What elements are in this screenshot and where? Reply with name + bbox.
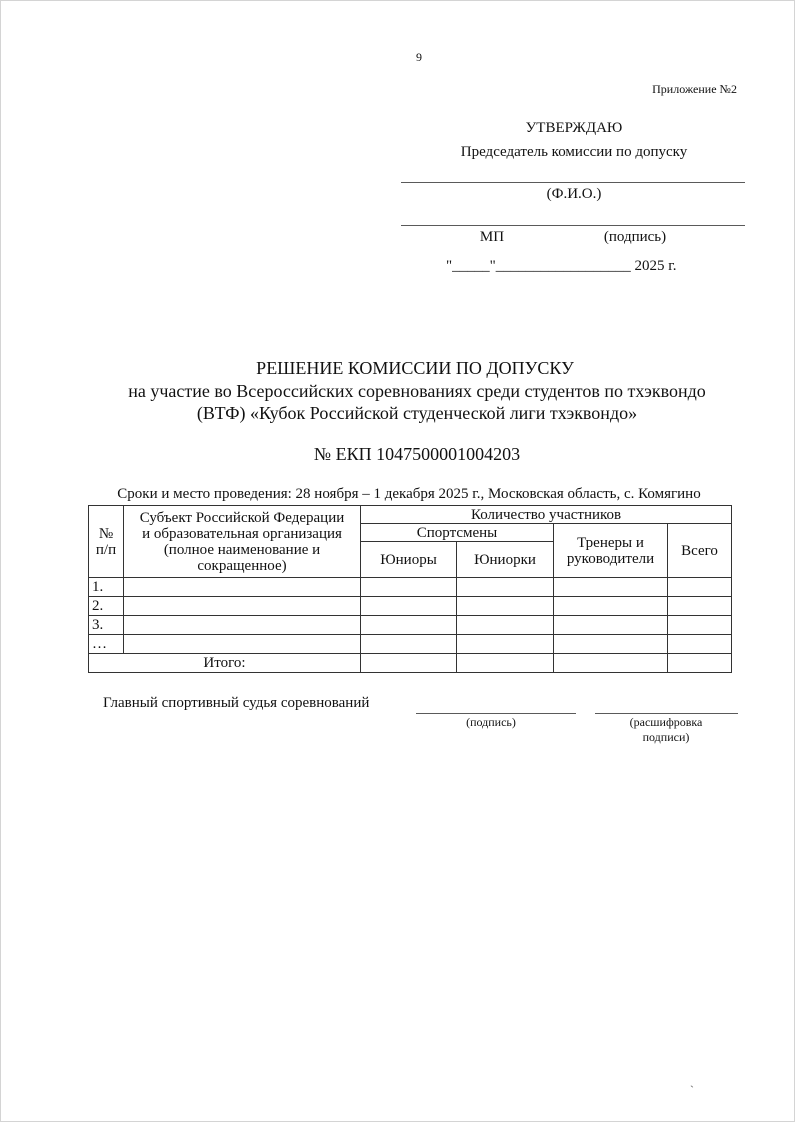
judge-decode-line: [595, 713, 738, 714]
header-athletes: Спортсмены: [361, 524, 554, 542]
chairman-title: Председатель комиссии по допуску: [460, 144, 688, 160]
header-total: Всего: [668, 524, 732, 578]
header-number: [89, 506, 124, 578]
decode-label-line-1: (расшифровка: [629, 715, 703, 729]
document-title: РЕШЕНИЕ КОМИССИИ ПО ДОПУСКУ: [256, 358, 574, 378]
stray-mark: ˏ: [690, 1074, 694, 1088]
table-row: [89, 616, 732, 635]
cell-subject: [124, 578, 361, 597]
header-number-line-2: п/п: [95, 541, 117, 558]
cell-juniors-female: [457, 654, 554, 673]
cell-juniors-male: [361, 578, 457, 597]
cell-total: [668, 597, 732, 616]
header-coaches-line-2: руководители: [566, 550, 655, 567]
cell-coaches: [554, 635, 668, 654]
decode-label-line-2: подписи): [642, 730, 690, 744]
cell-juniors-female: [457, 616, 554, 635]
header-coaches-line-1: Тренеры и: [577, 534, 644, 551]
header-number-line-1: №: [98, 525, 114, 542]
header-juniors-male: Юниоры: [361, 542, 457, 578]
dates-and-place: Сроки и место проведения: 28 ноября – 1 декабря 2025 г., Московская область, с. Комягино: [117, 486, 701, 502]
cell-juniors-female: [457, 578, 554, 597]
row-number: 2.: [89, 597, 124, 616]
cell-juniors-male: [361, 654, 457, 673]
cell-coaches: [554, 654, 668, 673]
name-line: [401, 182, 745, 183]
cell-subject: [124, 616, 361, 635]
cell-total: [668, 578, 732, 597]
row-number: 1.: [89, 578, 124, 597]
cell-coaches: [554, 597, 668, 616]
participants-table: [88, 505, 732, 673]
attachment-label: Приложение №2: [652, 82, 737, 96]
approval-heading: УТВЕРЖДАЮ: [525, 120, 623, 136]
table-row: [89, 578, 732, 597]
page-number: 9: [416, 50, 422, 64]
document-subtitle-line-1: на участие во Всероссийских соревнованиях среди студентов по тхэквондо: [128, 381, 706, 401]
cell-juniors-female: [457, 597, 554, 616]
judge-signature-label: (подпись): [466, 715, 516, 729]
signature-label: (подпись): [603, 229, 667, 245]
cell-juniors-female: [457, 635, 554, 654]
cell-total: [668, 616, 732, 635]
header-subject-line-3: (полное наименование и: [163, 541, 321, 558]
fio-label: (Ф.И.О.): [546, 186, 602, 202]
chief-judge-label: Главный спортивный судья соревнований: [103, 695, 370, 711]
header-subject-line-4: сокращенное): [197, 557, 287, 574]
row-number: 3.: [89, 616, 124, 635]
signature-line: [401, 225, 745, 226]
cell-coaches: [554, 578, 668, 597]
cell-total: [668, 635, 732, 654]
total-row: [89, 654, 732, 673]
cell-juniors-male: [361, 616, 457, 635]
cell-subject: [124, 635, 361, 654]
seal-label: МП: [479, 229, 505, 245]
document-subtitle-line-2: (ВТФ) «Кубок Российской студенческой лиги тхэквондо»: [196, 403, 638, 423]
header-subject: [124, 506, 361, 578]
cell-juniors-male: [361, 635, 457, 654]
table-row: [89, 597, 732, 616]
approval-date-line: "_____"__________________ 2025 г.: [446, 258, 677, 274]
row-number: …: [89, 635, 124, 654]
table-row: [89, 635, 732, 654]
cell-total: [668, 654, 732, 673]
judge-decode-label: [630, 715, 703, 745]
header-juniors-female: Юниорки: [457, 542, 554, 578]
cell-coaches: [554, 616, 668, 635]
header-participant-count: Количество участников: [361, 506, 732, 524]
judge-signature-line: [416, 713, 576, 714]
header-subject-line-2: и образовательная организация: [142, 525, 342, 542]
total-label: Итого:: [89, 654, 361, 673]
ekp-number: № ЕКП 1047500001004203: [313, 444, 521, 464]
header-subject-line-1: Субъект Российской Федерации: [139, 509, 345, 526]
cell-subject: [124, 597, 361, 616]
cell-juniors-male: [361, 597, 457, 616]
header-coaches: [554, 524, 668, 578]
